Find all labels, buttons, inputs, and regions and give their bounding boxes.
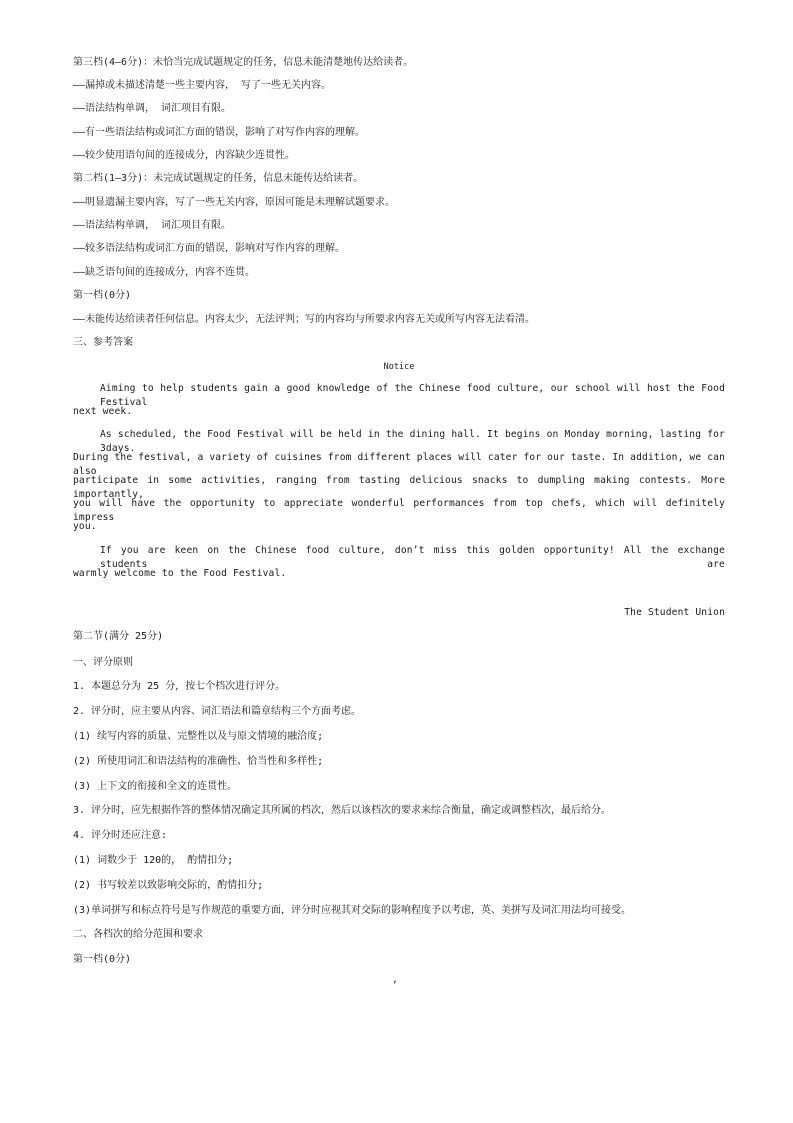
grade-2-item: ——缺乏语句间的连接成分，内容不连贯。 bbox=[73, 267, 256, 278]
grade-3-item: ——语法结构单调， 词汇项目有限。 bbox=[73, 103, 232, 114]
grade-3-item: ——有一些语法结构或词汇方面的错误，影响了对写作内容的理解。 bbox=[73, 127, 366, 138]
section-heading-reference-answer: 三、参考答案 bbox=[73, 337, 133, 348]
scoring-principles-heading: 一、评分原则 bbox=[73, 657, 133, 668]
grade-1-item: ——未能传达给读者任何信息。内容太少，无法评判；写的内容均与所要求内容无关或所写内容无法看清。 bbox=[73, 314, 536, 325]
grade-2-heading: 第二档(1—3分)：未完成试题规定的任务，信息未能传达给读者。 bbox=[73, 173, 364, 184]
scoring-rule: 4. 评分时还应注意: bbox=[73, 830, 168, 841]
scoring-subrule: (1) 续写内容的质量、完整性以及与原文情境的融洽度; bbox=[73, 731, 324, 742]
scoring-subrule: (2) 所使用词汇和语法结构的准确性、恰当性和多样性; bbox=[73, 756, 324, 767]
notice-paragraph-3-line: warmly welcome to the Food Festival. bbox=[73, 568, 287, 579]
grade-3-heading: 第三档(4—6分)：未恰当完成试题规定的任务，信息未能清楚地传达给读者。 bbox=[73, 57, 414, 68]
grade-3-item: ——较少使用语句间的连接成分，内容缺少连贯性。 bbox=[73, 150, 296, 161]
grade-2-item: ——明显遗漏主要内容，写了一些无关内容，原因可能是未理解试题要求。 bbox=[73, 197, 396, 208]
grade-3-item: ——漏掉或未描述清楚一些主要内容， 写了一些无关内容。 bbox=[73, 80, 332, 91]
notice-paragraph-2-line: you will have the opportunity to appreciate wonderful performances from top chefs, which will definitely impress bbox=[73, 498, 725, 523]
notice-paragraph-2-line: As scheduled, the Food Festival will be held in the dining hall. It begins on Monday morning, lasting for 3days. bbox=[100, 429, 725, 454]
section-2-heading: 第二节(满分 25分) bbox=[73, 631, 164, 642]
scoring-rule: 2. 评分时，应主要从内容、词汇语法和篇章结构三个方面考虑。 bbox=[73, 706, 362, 717]
notice-paragraph-2-line: you. bbox=[73, 521, 97, 532]
grade-1-heading: 第一档(0分) bbox=[73, 954, 132, 965]
scoring-rule: 3. 评分时，应先根据作答的整体情况确定其所属的档次，然后以该档次的要求来综合衡量，确定或调整档次，最后给分。 bbox=[73, 805, 612, 816]
scoring-subrule: (1) 词数少于 120的， 酌情扣分; bbox=[73, 855, 234, 866]
scoring-subrule: (2) 书写较差以致影响交际的，酌情扣分; bbox=[73, 880, 264, 891]
notice-paragraph-3-line: If you are keen on the Chinese food culture, don’t miss this golden opportunity! All the exchange students are bbox=[100, 545, 725, 570]
grade-1-heading: 第一档(0分) bbox=[73, 290, 132, 301]
notice-title: Notice bbox=[383, 362, 415, 372]
notice-paragraph-2-line: participate in some activities, ranging from tasting delicious snacks to dumpling making contests. More importantly, bbox=[73, 475, 725, 500]
scoring-rule: 1. 本题总分为 25 分，按七个档次进行评分。 bbox=[73, 681, 286, 692]
scoring-subrule: (3)单词拼写和标点符号是写作规范的重要方面，评分时应视其对交际的影响程度予以考虑，英、美拼写及词汇用法均可接受。 bbox=[73, 905, 632, 916]
notice-signature: The Student Union bbox=[624, 607, 725, 618]
grade-2-item: ——语法结构单调， 词汇项目有限。 bbox=[73, 220, 232, 231]
notice-paragraph-1-line: Aiming to help students gain a good knowledge of the Chinese food culture, our school will host the Food Festival bbox=[100, 383, 725, 408]
grade-ranges-heading: 二、各档次的给分范围和要求 bbox=[73, 929, 203, 940]
scoring-subrule: (3) 上下文的衔接和全文的连贯性。 bbox=[73, 781, 238, 792]
grade-2-item: ——较多语法结构或词汇方面的错误，影响对写作内容的理解。 bbox=[73, 243, 346, 254]
footer-mark: , bbox=[392, 974, 399, 985]
notice-paragraph-2-line: During the festival, a variety of cuisines from different places will cater for our taste. In addition, we can also bbox=[73, 452, 725, 477]
notice-paragraph-1-line: next week. bbox=[73, 406, 133, 417]
